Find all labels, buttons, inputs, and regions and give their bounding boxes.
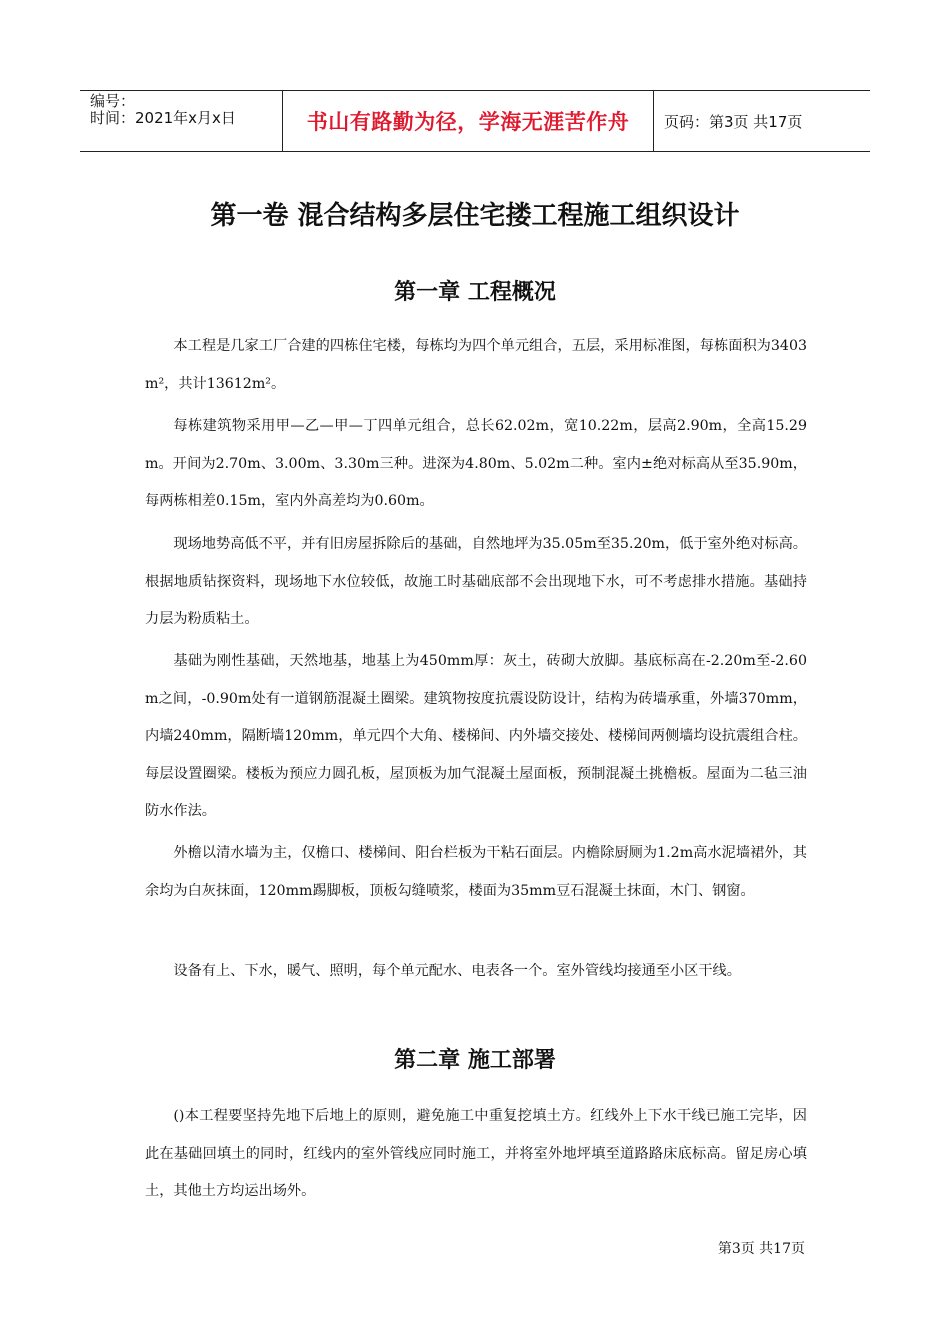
chapter-1-paragraph-2: 每栋建筑物采用甲—乙—甲—丁四单元组合，总长62.02m，宽10.22m，层高2.90m，全高15.29m。开间为2.70m、3.00m、3.30m三种。进深为4.80m、5.02m二种。室内±绝对标高从至35.90m，每两栋相差0.15m，室内外高差均为0.60m。 <box>145 418 807 509</box>
footer-page-number: 第3页 共17页 <box>717 1241 805 1257</box>
chapter-2-paragraph-1: ()本工程要坚持先地下后地上的原则，避免施工中重复挖填土方。红线外上下水干线已施工完毕，因此在基础回填土的同时，红线内的室外管线应同时施工，并将室外地坪填至道路路床底标高。留足房心填土，其他土方均运出场外。 <box>145 1108 807 1199</box>
document-date-label: 时间：2021年x月x日 <box>90 109 236 127</box>
page-header <box>80 90 870 152</box>
header-page-number: 页码：第3页 共17页 <box>664 112 803 131</box>
chapter-1-paragraph-5: 外檐以清水墙为主，仅檐口、楼梯间、阳台栏板为干粘石面层。内檐除厨厕为1.2m高水泥墙裙外，其余均为白灰抹面，120mm踢脚板，顶板勾缝喷浆，楼面为35mm豆石混凝土抹面，木门、钢窗。 <box>145 845 807 899</box>
chapter-1-paragraph-4: 基础为刚性基础，天然地基，地基上为450mm厚：灰土，砖砌大放脚。基底标高在-2.20m至-2.60m之间，-0.90m处有一道钢筋混凝土圈梁。建筑物按度抗震设防设计，结构为砖墙承重，外墙370mm，内墙240mm，隔断墙120mm，单元四个大角、楼梯间、内外墙交接处、楼梯间两侧墙均设抗震组合柱。每层设置圈梁。楼板为预应力圆孔板，屋顶板为加气混凝土屋面板，预制混凝土挑檐板。屋面为二毡三油防水作法。 <box>145 653 807 819</box>
chapter-1-paragraph-6: 设备有上、下水，暖气、照明，每个单元配水、电表各一个。室外管线均接通至小区干线。 <box>173 963 741 979</box>
header-motto: 书山有路勤为径，学海无涯苦作舟 <box>282 91 654 151</box>
chapter-1-paragraph-3: 现场地势高低不平，并有旧房屋拆除后的基础，自然地坪为35.05m至35.20m，低于室外绝对标高。根据地质钻探资料，现场地下水位较低，故施工时基础底部不会出现地下水，可不考虑排水措施。基础持力层为粉质粘土。 <box>145 536 807 627</box>
chapter-1-paragraph-1: 本工程是几家工厂合建的四栋住宅楼，每栋均为四个单元组合，五层，采用标准图，每栋面积为3403m²，共计13612m²。 <box>145 338 807 392</box>
chapter-1-title: 第一章 工程概况 <box>394 280 556 305</box>
document-number-label: 编号： <box>90 92 136 110</box>
document-title: 第一卷 混合结构多层住宅搂工程施工组织设计 <box>210 201 740 231</box>
header-meta <box>80 91 282 151</box>
chapter-2-title: 第二章 施工部署 <box>394 1048 556 1073</box>
